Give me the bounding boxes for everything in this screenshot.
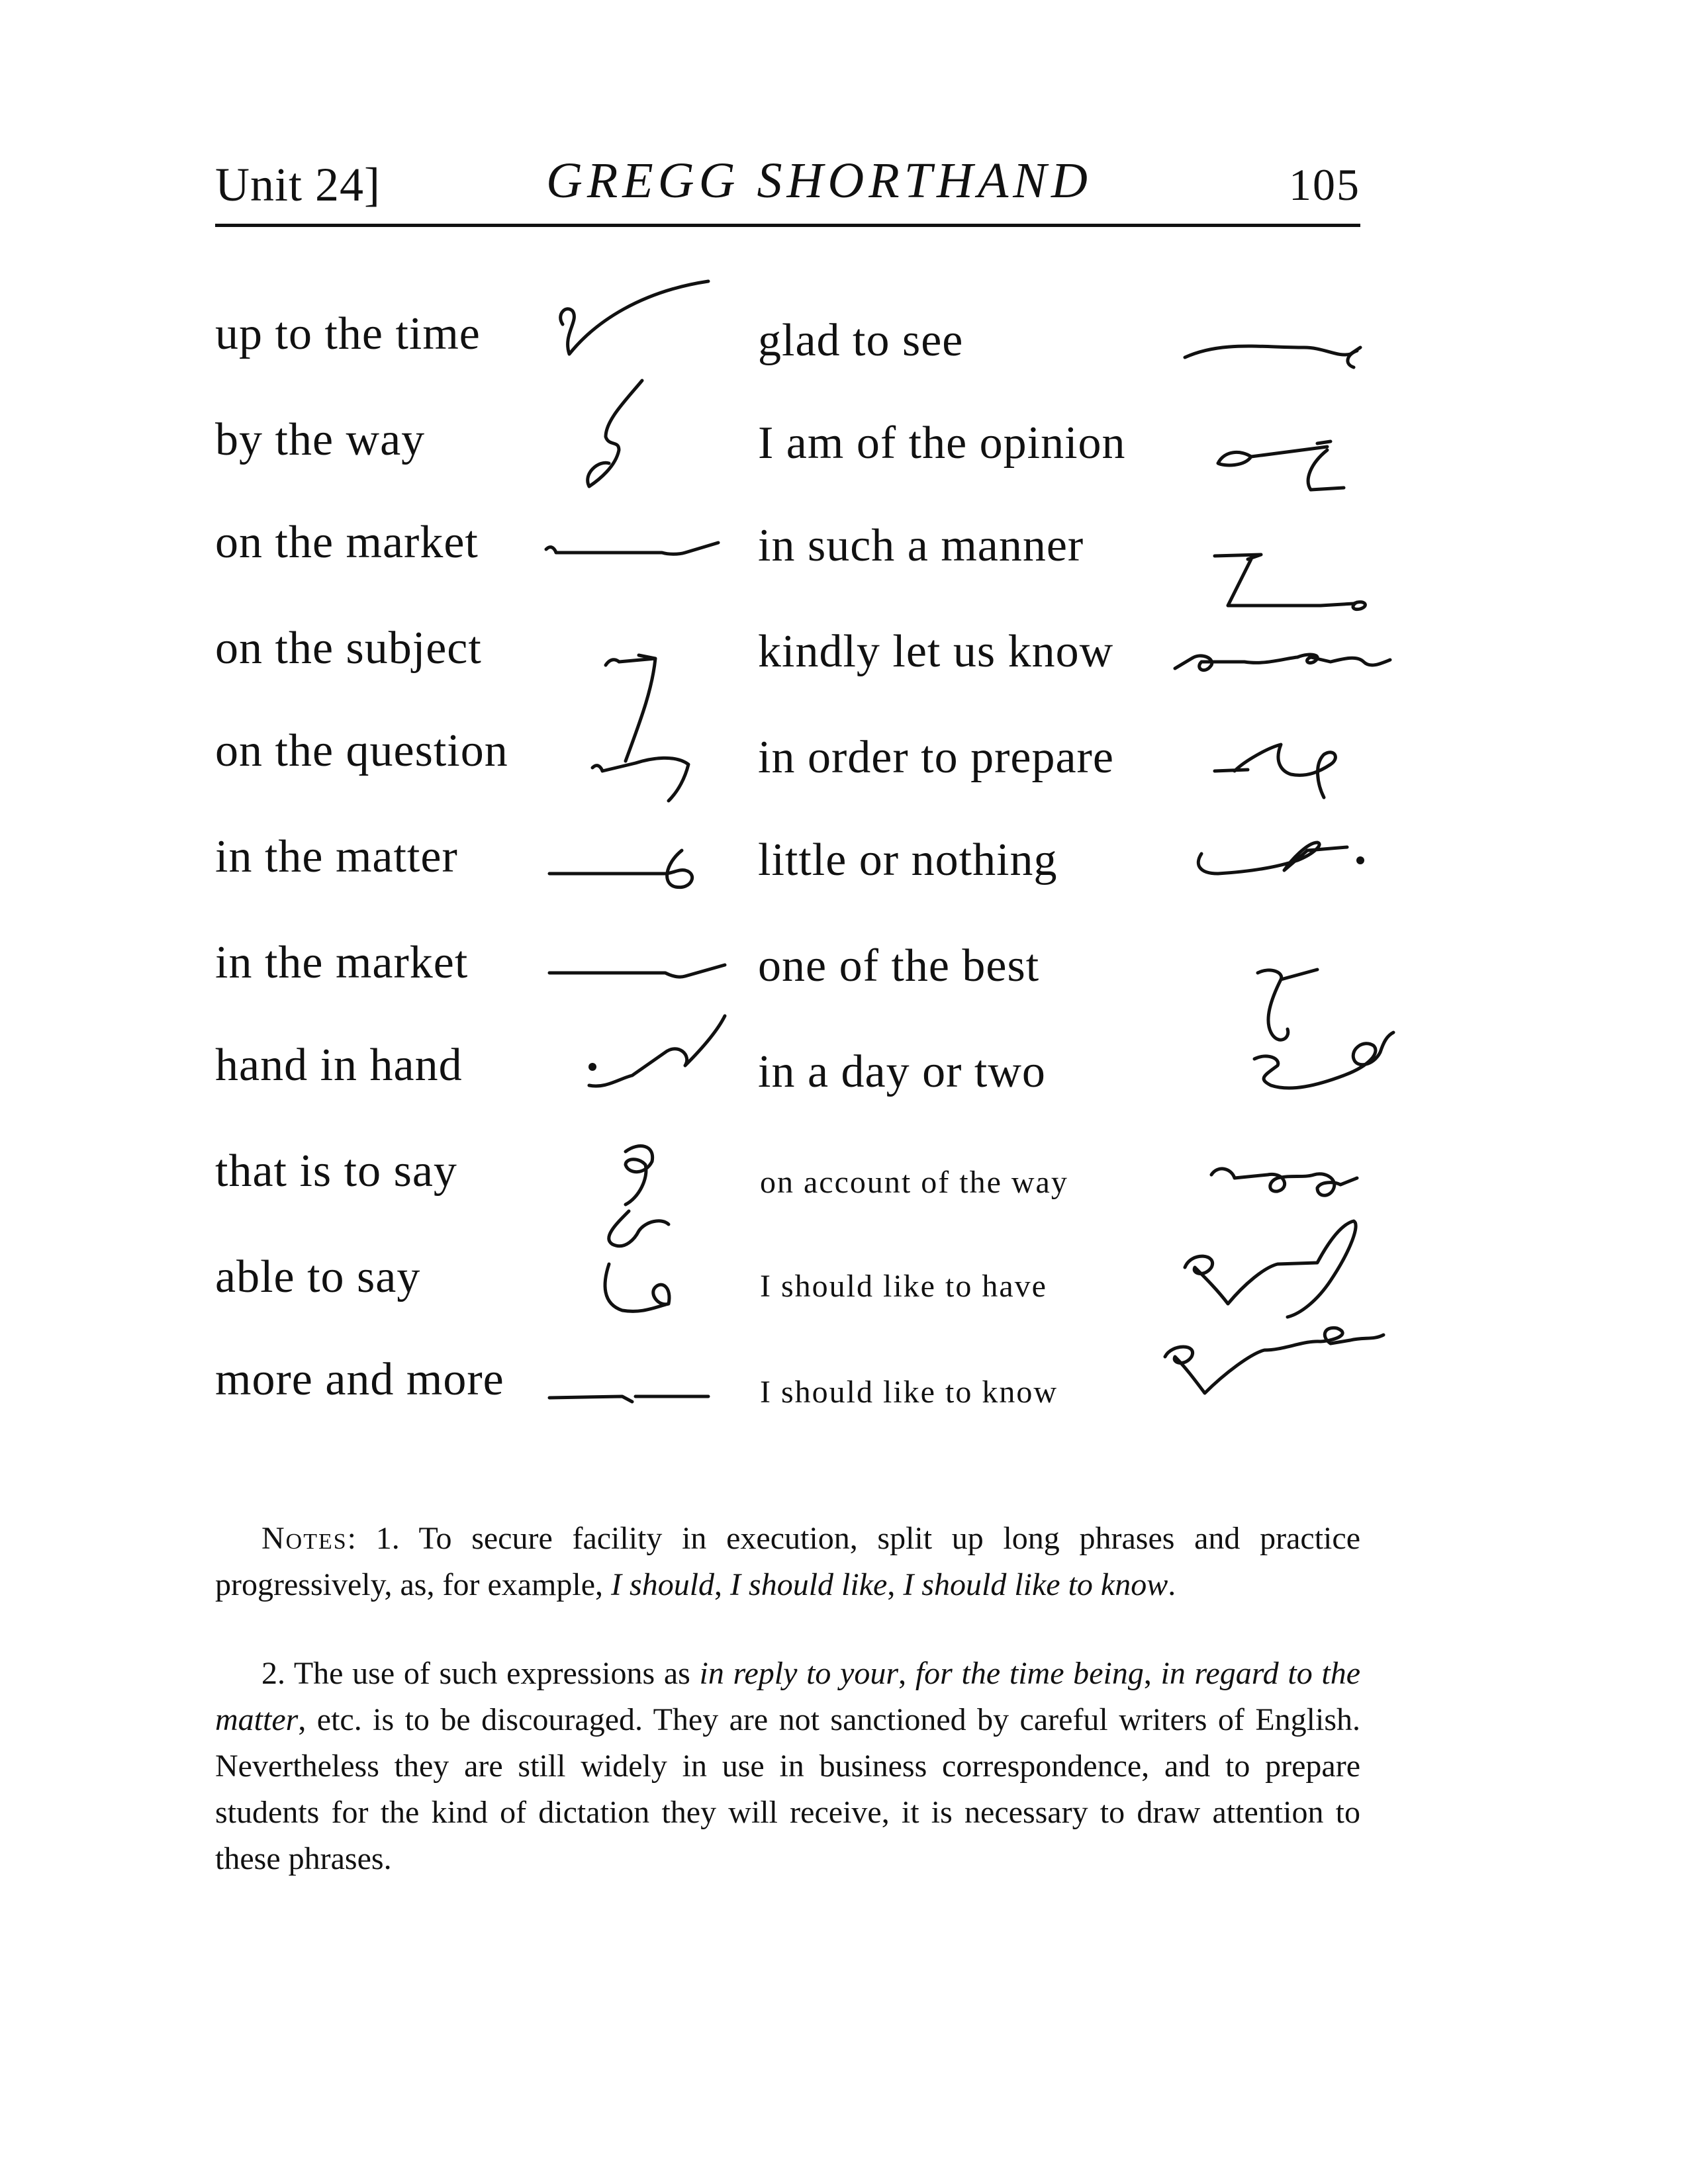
note-1-example-3: I should like to know	[903, 1567, 1168, 1602]
up-to-the-time-outline-icon	[543, 275, 715, 374]
phrase-on-account-of-the-way: on account of the way	[760, 1165, 1068, 1200]
on-the-question-outline-icon	[589, 738, 702, 811]
kindly-let-us-know-outline-icon	[1172, 639, 1397, 685]
note-1-example-2: I should like	[730, 1567, 888, 1602]
little-or-nothing-outline-icon	[1192, 831, 1377, 890]
phrase-in-order-to-prepare: in order to prepare	[758, 732, 1114, 783]
phrase-one-of-the-best: one of the best	[758, 940, 1040, 991]
note-2-example-2: for the time being	[915, 1656, 1144, 1691]
that-is-to-say-outline-icon	[589, 1138, 722, 1330]
note-2-example-3: in regard to the matter	[215, 1656, 1361, 1737]
note-2-text-a: The use of such expressions as	[293, 1656, 690, 1691]
phrase-on-the-market: on the market	[215, 517, 479, 568]
phrase-on-the-question: on the question	[215, 725, 508, 776]
phrase-hand-in-hand: hand in hand	[215, 1040, 463, 1091]
phrase-in-the-market: in the market	[215, 937, 469, 988]
phrase-by-the-way: by the way	[215, 414, 426, 465]
more-and-more-outline-icon	[543, 1383, 715, 1410]
phrase-little-or-nothing: little or nothing	[758, 835, 1058, 886]
note-2-example-1: in reply to your	[699, 1656, 899, 1691]
phrase-able-to-say: able to say	[215, 1251, 421, 1302]
in-such-a-manner-outline-icon	[1201, 543, 1387, 622]
phrase-more-and-more: more and more	[215, 1354, 504, 1405]
phrase-up-to-the-time: up to the time	[215, 308, 481, 359]
in-the-market-outline-icon	[543, 953, 731, 986]
i-should-like-to-have-outline-icon	[1172, 1205, 1370, 1324]
note-1-number: 1.	[375, 1521, 400, 1556]
note-1-example-1: I should	[611, 1567, 715, 1602]
hand-in-hand-outline-icon	[579, 1006, 731, 1099]
phrase-in-such-a-manner: in such a manner	[758, 520, 1084, 571]
in-order-to-prepare-outline-icon	[1208, 725, 1360, 817]
unit-label: Unit 24]	[215, 158, 381, 211]
glad-to-see-outline-icon	[1182, 328, 1374, 374]
phrase-glad-to-see: glad to see	[758, 315, 964, 366]
on-the-market-outline-icon	[543, 529, 728, 563]
page-number: 105	[1289, 159, 1360, 210]
phrase-in-a-day-or-two: in a day or two	[758, 1046, 1046, 1097]
i-should-like-to-know-outline-icon	[1152, 1314, 1390, 1400]
phrase-i-should-like-to-have: I should like to have	[760, 1269, 1047, 1304]
phrase-that-is-to-say: that is to say	[215, 1146, 457, 1197]
note-2-text-b: etc. is to be discouraged. They are not sanctioned by careful writers of English. Nevertheless they are still widely in use in business correspondence, and to prepare students for the kind of dictation they will receive, it is necessary to draw attention to these phrases.	[215, 1702, 1360, 1876]
header-rule	[215, 224, 1360, 227]
in-the-matter-outline-icon	[543, 837, 722, 890]
phrase-kindly-let-us-know: kindly let us know	[758, 626, 1114, 677]
note-1: Notes: 1. To secure facility in execution, split up long phrases and practice progressively, as, for example, I should, I should like, I should like to know.	[215, 1521, 1360, 1602]
by-the-way-outline-icon	[579, 374, 659, 493]
phrase-i-am-of-the-opinion: I am of the opinion	[758, 418, 1126, 469]
notes-label: Notes	[261, 1521, 348, 1556]
phrase-i-should-like-to-know: I should like to know	[760, 1375, 1058, 1410]
note-2-number: 2.	[261, 1656, 285, 1691]
note-2: 2. The use of such expressions as in reply to your, for the time being, in regard to the matter, etc. is to be discouraged. They are not sanctioned by careful writers of English. Nevertheless they are still widely in use in business correspondence, and to prepare students for the kind of dictation they will receive, it is necessary to draw attention to these phrases.	[215, 1656, 1361, 1876]
i-am-of-the-opinion-outline-icon	[1211, 427, 1364, 500]
running-head	[215, 152, 1360, 225]
notes-section	[215, 1516, 1360, 1882]
book-title: GREGG SHORTHAND	[546, 153, 1092, 208]
note-1-text: To secure facility in execution, split up long phrases and practice progressively, as, for example,	[215, 1521, 1360, 1602]
one-of-the-best-in-a-day-or-two-outline-icon	[1244, 960, 1390, 1105]
phrase-in-the-matter: in the matter	[215, 831, 458, 882]
phrase-on-the-subject: on the subject	[215, 623, 482, 674]
